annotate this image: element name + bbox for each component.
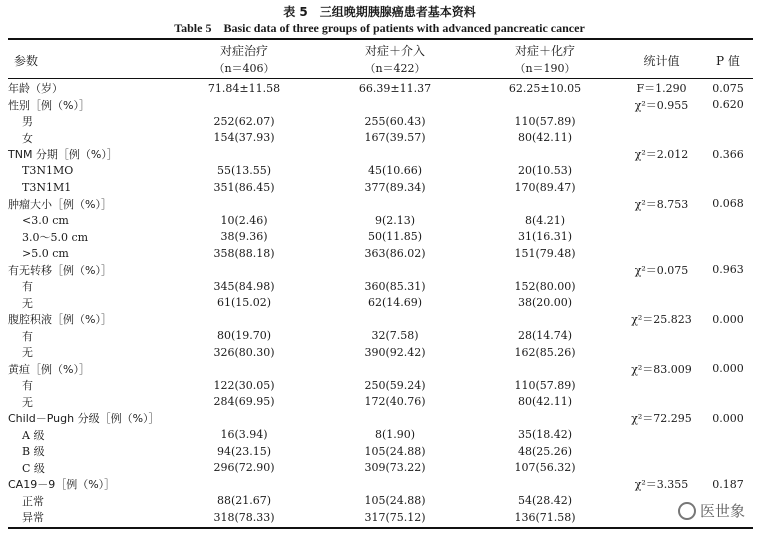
cell-group1	[168, 97, 320, 114]
cell-group3	[470, 361, 620, 378]
cell-group2: 317(75.12)	[364, 510, 426, 524]
cell-group3: 136(71.58)	[514, 510, 576, 524]
cell-stat	[620, 163, 703, 180]
cell-p: 0.068	[712, 197, 744, 211]
cell-group3: 110(57.89)	[514, 114, 576, 128]
cell-p: 0.000	[712, 411, 744, 425]
table-row	[8, 130, 753, 147]
cell-group2: 50(11.85)	[367, 230, 423, 244]
cell-group2	[320, 97, 470, 114]
cell-group2: 390(92.42)	[364, 345, 426, 359]
cell-group1: 10(2.46)	[220, 213, 268, 227]
header-rule	[8, 78, 753, 79]
cell-p	[703, 179, 753, 196]
table-row	[8, 394, 753, 411]
cell-group3	[470, 146, 620, 163]
row-label: 有无转移［例（%）］	[8, 263, 112, 277]
cell-p	[703, 245, 753, 262]
cell-p	[703, 130, 753, 147]
table-row	[8, 377, 753, 394]
cell-group2: 172(40.76)	[364, 395, 426, 409]
data-table-body	[8, 80, 753, 526]
table-row	[8, 410, 753, 427]
cell-p: 0.075	[712, 81, 744, 95]
cell-group2: 45(10.66)	[367, 164, 423, 178]
cell-group2	[320, 262, 470, 279]
cell-group2: 363(86.02)	[364, 246, 426, 260]
cell-stat	[620, 179, 703, 196]
table-row	[8, 146, 753, 163]
cell-stat	[620, 245, 703, 262]
table-row	[8, 295, 753, 312]
cell-stat: F＝1.290	[636, 82, 687, 96]
table-row	[8, 328, 753, 345]
cell-group2	[320, 476, 470, 493]
cell-group2: 62(14.69)	[367, 296, 423, 310]
row-label: 有	[22, 329, 33, 343]
cell-group2: 250(59.24)	[364, 378, 426, 392]
watermark-icon	[678, 502, 696, 520]
cell-stat	[620, 443, 703, 460]
cell-group2: 9(2.13)	[374, 213, 416, 227]
cell-p	[703, 344, 753, 361]
table-row	[8, 113, 753, 130]
cell-group3	[470, 476, 620, 493]
cell-group3: 80(42.11)	[517, 131, 573, 145]
watermark-text: 医世象	[699, 502, 745, 520]
cell-group3: 80(42.11)	[517, 395, 573, 409]
cell-group3: 20(10.53)	[517, 164, 573, 178]
cell-stat	[620, 394, 703, 411]
table-row	[8, 229, 753, 246]
cell-p	[703, 394, 753, 411]
row-label: 腹腔积液［例（%）］	[8, 313, 112, 327]
cell-p: 0.000	[712, 362, 744, 376]
cell-group1	[168, 262, 320, 279]
row-label: T3N1M1	[22, 180, 72, 194]
cell-group1: 351(86.45)	[213, 180, 275, 194]
cell-group1: 55(13.55)	[216, 164, 272, 178]
row-label: 男	[22, 115, 33, 129]
table-row	[8, 179, 753, 196]
header-group2-n: （n＝422）	[364, 62, 426, 75]
cell-p	[703, 377, 753, 394]
row-label: T3N1MO	[22, 164, 74, 178]
table-row	[8, 361, 753, 378]
row-label: 正常	[22, 494, 44, 508]
cell-group3: 162(85.26)	[514, 345, 576, 359]
header-group3-n: （n＝190）	[514, 62, 576, 75]
row-label: 无	[22, 346, 33, 360]
cell-stat	[620, 130, 703, 147]
row-label: TNM 分期［例（%）］	[8, 148, 118, 162]
table-title-en: Table 5 Basic data of three groups of patients with advanced pancreatic cancer	[174, 21, 585, 35]
cell-group1	[168, 196, 320, 213]
cell-p: 0.366	[712, 147, 744, 161]
table-row	[8, 311, 753, 328]
row-label: 有	[22, 280, 33, 294]
cell-group1: 16(3.94)	[220, 428, 268, 442]
table-row	[8, 80, 753, 97]
cell-group2	[320, 196, 470, 213]
table-row	[8, 509, 753, 526]
row-label: Child－Pugh 分级［例（%）］	[8, 412, 160, 426]
cell-group2: 66.39±11.37	[358, 81, 432, 95]
cell-stat: χ²＝3.355	[634, 478, 689, 492]
cell-group2: 309(73.22)	[364, 461, 426, 475]
cell-stat	[620, 295, 703, 312]
cell-p	[703, 295, 753, 312]
cell-group3: 8(4.21)	[524, 213, 566, 227]
header-group1-name: 对症治疗	[219, 44, 268, 58]
cell-p	[703, 278, 753, 295]
cell-p: 0.000	[712, 312, 744, 326]
cell-group1	[168, 146, 320, 163]
cell-group1: 358(88.18)	[213, 246, 275, 260]
header-p	[703, 52, 753, 69]
row-label: 黄疸［例（%）］	[8, 362, 90, 376]
bottom-rule	[8, 527, 753, 529]
row-label: 肿瘤大小［例（%）］	[8, 197, 112, 211]
cell-p	[703, 229, 753, 246]
cell-group2: 32(7.58)	[371, 329, 419, 343]
cell-group1	[168, 476, 320, 493]
cell-stat	[620, 328, 703, 345]
row-label: >5.0 cm	[22, 246, 69, 260]
cell-p	[703, 328, 753, 345]
row-label: C 级	[22, 461, 45, 475]
cell-stat	[620, 229, 703, 246]
cell-group3: 152(80.00)	[514, 279, 576, 293]
cell-stat	[620, 278, 703, 295]
cell-p	[703, 427, 753, 444]
cell-stat	[620, 460, 703, 477]
cell-group2: 255(60.43)	[364, 114, 426, 128]
cell-group3	[470, 410, 620, 427]
cell-group2: 8(1.90)	[374, 428, 416, 442]
cell-group3: 107(56.32)	[514, 461, 576, 475]
row-label: 有	[22, 379, 33, 393]
cell-group2: 377(89.34)	[364, 180, 426, 194]
cell-p	[703, 212, 753, 229]
cell-p: 0.620	[712, 98, 744, 112]
row-label: 无	[22, 296, 33, 310]
cell-group3: 48(25.26)	[517, 444, 573, 458]
table-row	[8, 344, 753, 361]
cell-stat	[620, 427, 703, 444]
cell-stat	[620, 377, 703, 394]
cell-group1: 326(80.30)	[213, 345, 275, 359]
cell-group1: 80(19.70)	[216, 329, 272, 343]
cell-p	[703, 460, 753, 477]
header-group1-n: （n＝406）	[213, 62, 275, 75]
table-row	[8, 262, 753, 279]
cell-group1	[168, 410, 320, 427]
cell-group3: 38(20.00)	[517, 296, 573, 310]
table-row	[8, 196, 753, 213]
cell-group1: 345(84.98)	[213, 279, 275, 293]
cell-stat	[620, 344, 703, 361]
cell-group1: 284(69.95)	[213, 395, 275, 409]
header-group2-name: 对症＋介入	[364, 44, 425, 58]
table-row	[8, 427, 753, 444]
table-row	[8, 460, 753, 477]
cell-p	[703, 163, 753, 180]
cell-group2: 105(24.88)	[364, 494, 426, 508]
cell-group3: 62.25±10.05	[508, 81, 582, 95]
table-row	[8, 245, 753, 262]
cell-group3: 170(89.47)	[514, 180, 576, 194]
cell-group1: 296(72.90)	[213, 461, 275, 475]
cell-group3: 54(28.42)	[517, 494, 573, 508]
cell-group3	[470, 196, 620, 213]
table-title-cn: 表 5 三组晚期胰腺癌患者基本资料	[283, 5, 476, 19]
cell-group2	[320, 361, 470, 378]
cell-p: 0.963	[712, 263, 744, 277]
top-rule	[8, 38, 753, 40]
cell-stat: χ²＝25.823	[631, 313, 692, 327]
cell-group1: 94(23.15)	[216, 444, 272, 458]
cell-p	[703, 443, 753, 460]
row-label: <3.0 cm	[22, 213, 69, 227]
row-label: 年龄（岁）	[8, 82, 63, 96]
row-label: CA19－9［例（%）］	[8, 478, 116, 492]
row-label: B 级	[22, 445, 45, 459]
table-row	[8, 278, 753, 295]
cell-group1: 71.84±11.58	[207, 81, 281, 95]
row-label: 无	[22, 395, 33, 409]
cell-group2	[320, 146, 470, 163]
cell-group1: 38(9.36)	[220, 230, 268, 244]
cell-group1: 154(37.93)	[213, 131, 275, 145]
cell-group3	[470, 311, 620, 328]
cell-group2	[320, 410, 470, 427]
cell-group3: 28(14.74)	[517, 329, 573, 343]
cell-stat: χ²＝0.075	[634, 263, 689, 277]
cell-group1: 318(78.33)	[213, 510, 275, 524]
table-row	[8, 97, 753, 114]
cell-group1	[168, 311, 320, 328]
data-table	[8, 80, 753, 526]
cell-group3: 110(57.89)	[514, 378, 576, 392]
cell-group1	[168, 361, 320, 378]
watermark	[678, 500, 745, 521]
table-row	[8, 443, 753, 460]
header-stat	[620, 52, 703, 69]
table-row	[8, 163, 753, 180]
row-label: 女	[22, 131, 33, 145]
header-group3	[470, 42, 620, 76]
header-group1	[168, 42, 320, 76]
cell-group1: 88(21.67)	[216, 494, 272, 508]
cell-stat: χ²＝72.295	[631, 412, 692, 426]
cell-stat: χ²＝8.753	[634, 197, 689, 211]
header-group2	[320, 42, 470, 76]
cell-group1: 252(62.07)	[213, 114, 275, 128]
header-p-label: P 值	[716, 54, 740, 68]
cell-group1: 122(30.05)	[213, 378, 275, 392]
header-param	[14, 52, 38, 69]
cell-group2	[320, 311, 470, 328]
cell-group3: 35(18.42)	[517, 428, 573, 442]
cell-group3: 31(16.31)	[517, 230, 573, 244]
table-row	[8, 476, 753, 493]
cell-group3: 151(79.48)	[514, 246, 576, 260]
cell-stat: χ²＝0.955	[634, 98, 689, 112]
cell-group1: 61(15.02)	[216, 296, 272, 310]
cell-stat	[620, 113, 703, 130]
row-label: 性别［例（%）］	[8, 98, 90, 112]
row-label: 3.0～5.0 cm	[22, 230, 89, 244]
row-label: A 级	[22, 428, 45, 442]
row-label: 异常	[22, 511, 44, 525]
cell-stat: χ²＝2.012	[634, 148, 689, 162]
header-stat-label: 统计值	[643, 54, 680, 68]
cell-p: 0.187	[712, 477, 744, 491]
header-group3-name: 对症＋化疗	[514, 44, 575, 58]
cell-stat	[620, 212, 703, 229]
cell-group3	[470, 97, 620, 114]
table-row	[8, 493, 753, 510]
cell-group3	[470, 262, 620, 279]
cell-group2: 360(85.31)	[364, 279, 426, 293]
header-param-label: 参数	[14, 54, 39, 68]
cell-stat: χ²＝83.009	[631, 362, 692, 376]
cell-group2: 167(39.57)	[364, 131, 426, 145]
cell-group2: 105(24.88)	[364, 444, 426, 458]
table-row	[8, 212, 753, 229]
cell-p	[703, 113, 753, 130]
